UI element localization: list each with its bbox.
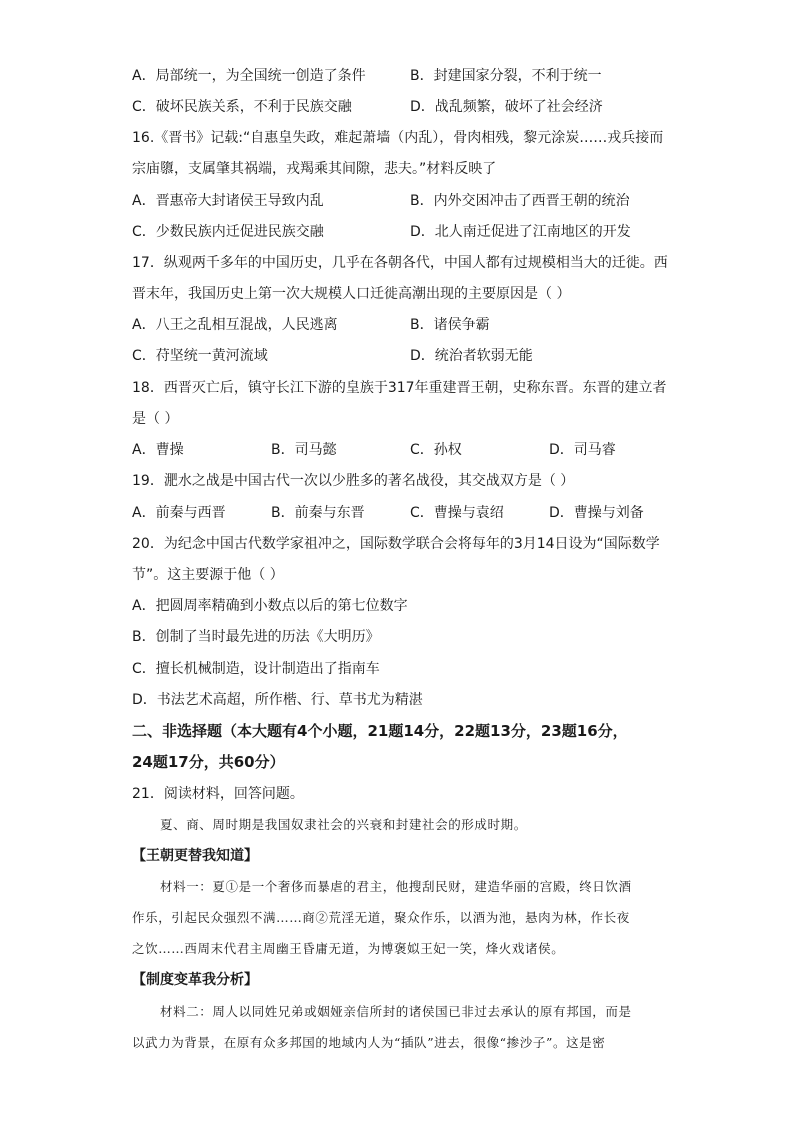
section-title-line2: 24题17分，共60分） xyxy=(132,753,285,771)
q18-option-c: C．孙权 xyxy=(410,442,462,458)
q17-option-b: B．诸侯争霸 xyxy=(410,317,490,333)
q20-option-c: C．擅长机械制造，设计制造出了指南车 xyxy=(132,661,380,677)
section-title-line1: 二、非选择题（本大题有4个小题，21题14分，22题13分，23题16分， xyxy=(132,722,628,740)
q21-heading-system: 【制度变革我分析】 xyxy=(132,972,258,988)
q16-option-d: D．北人南迁促进了江南地区的开发 xyxy=(410,224,631,240)
q19-stem-line1: 19．淝水之战是中国古代一次以少胜多的著名战役，其交战双方是（ ） xyxy=(132,473,575,489)
q16-option-b: B．内外交困冲击了西晋王朝的统治 xyxy=(410,193,630,209)
q17-option-c: C．苻坚统一黄河流域 xyxy=(132,348,268,364)
q18-stem-line1: 18．西晋灭亡后，镇守长江下游的皇族于317年重建晋王朝，史称东晋。东晋的建立者 xyxy=(132,380,667,396)
q19-option-b: B．前秦与东晋 xyxy=(271,505,365,521)
q21-material1-line2: 作乐，引起民众强烈不满……商②荒淫无道，聚众作乐，以酒为池，悬肉为林，作长夜 xyxy=(132,910,630,925)
q17-option-a: A．八王之乱相互混战，人民逃离 xyxy=(132,317,338,333)
q21-material1-line3: 之饮……西周末代君主周幽王昏庸无道，为博褒姒王妃一笑，烽火戏诸侯。 xyxy=(132,941,565,956)
q18-option-a: A．曹操 xyxy=(132,442,184,458)
q19-option-a: A．前秦与西晋 xyxy=(132,505,226,521)
q21-material2-line1: 材料二：周人以同姓兄弟或姻娅亲信所封的诸侯国已非过去承认的原有邦国，而是 xyxy=(160,1004,632,1019)
q16-option-c: C．少数民族内迁促进民族交融 xyxy=(132,224,324,240)
q16-stem-line1: 16.《晋书》记载:“自惠皇失政，难起萧墙（内乱），骨肉相残，黎元涂炭……戎兵接而 xyxy=(132,130,664,146)
q16-option-a: A．晋惠帝大封诸侯王导致内乱 xyxy=(132,193,324,209)
q15-option-b: B．封建国家分裂，不利于统一 xyxy=(410,68,602,84)
q21-heading-dynasty: 【王朝更替我知道】 xyxy=(132,848,258,864)
q21-intro: 夏、商、周时期是我国奴隶社会的兴衰和封建社会的形成时期。 xyxy=(160,817,527,832)
q21-stem: 21．阅读材料，回答问题。 xyxy=(132,786,304,802)
q18-option-b: B．司马懿 xyxy=(271,442,337,458)
q20-option-d: D．书法艺术高超，所作楷、行、草书尤为精湛 xyxy=(132,692,423,708)
q20-option-a: A．把圆周率精确到小数点以后的第七位数字 xyxy=(132,598,408,614)
q17-stem-line1: 17．纵观两千多年的中国历史，几乎在各朝各代，中国人都有过规模相当大的迁徙。西 xyxy=(132,255,668,271)
q17-option-d: D．统治者软弱无能 xyxy=(410,348,533,364)
q20-option-b: B．创制了当时最先进的历法《大明历》 xyxy=(132,629,380,645)
q21-material1-line1: 材料一：夏①是一个奢侈而暴虐的君主，他搜刮民财，建造华丽的宫殿，终日饮酒 xyxy=(160,879,632,894)
q21-material2-line2: 以武力为背景，在原有众多邦国的地域内人为“插队”进去，很像“掺沙子”。这是密 xyxy=(132,1035,606,1050)
q15-option-d: D．战乱频繁，破坏了社会经济 xyxy=(410,99,603,115)
q20-stem-line2: 节”。这主要源于他（ ） xyxy=(132,567,284,583)
q15-option-c: C．破坏民族关系，不利于民族交融 xyxy=(132,99,352,115)
q18-stem-line2: 是（ ） xyxy=(132,411,179,427)
q19-option-c: C．曹操与袁绍 xyxy=(410,505,504,521)
q19-option-d: D．曹操与刘备 xyxy=(549,505,644,521)
q20-stem-line1: 20．为纪念中国古代数学家祖冲之，国际数学联合会将每年的3月14日设为“国际数学 xyxy=(132,536,660,552)
q15-option-a: A．局部统一，为全国统一创造了条件 xyxy=(132,68,366,84)
q16-stem-line2: 宗庙隳，支属肇其祸端，戎羯乘其间隙，悲夫。”材料反映了 xyxy=(132,161,497,177)
q17-stem-line2: 晋末年，我国历史上第一次大规模人口迁徙高潮出现的主要原因是（ ） xyxy=(132,286,571,302)
q18-option-d: D．司马睿 xyxy=(549,442,616,458)
